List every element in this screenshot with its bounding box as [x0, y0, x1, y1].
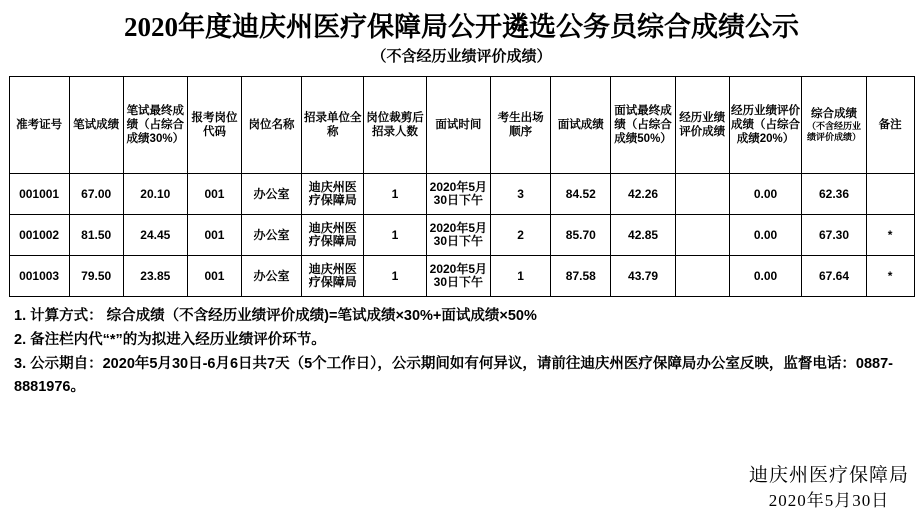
cell-unit: 迪庆州医疗保障局 — [302, 256, 364, 297]
cell-headcount: 1 — [364, 256, 426, 297]
cell-total-score: 67.64 — [802, 256, 866, 297]
cell-post-code: 001 — [187, 256, 241, 297]
cell-experience-final: 0.00 — [729, 174, 802, 215]
table-header-cell-experience-final: 经历业绩评价成绩（占综合成绩20%） — [729, 77, 802, 174]
table-header-cell-written-final: 笔试最终成绩（占综合成绩30%） — [123, 77, 187, 174]
cell-post-code: 001 — [187, 174, 241, 215]
table-header-cell-interview-final: 面试最终成绩（占综合成绩50%） — [611, 77, 675, 174]
note-publicity-period: 3. 公示期自：2020年5月30日-6月6日共7天（5个工作日），公示期间如有何异议，请前往迪庆州医疗保障局办公室反映，监督电话：0887-8881976。 — [14, 356, 893, 395]
table-header-cell-post-code: 报考岗位代码 — [187, 77, 241, 174]
cell-written-score: 79.50 — [69, 256, 123, 297]
table-header-cell-written-score: 笔试成绩 — [69, 77, 123, 174]
signature-block — [749, 463, 909, 513]
cell-interview-score: 85.70 — [551, 215, 611, 256]
cell-admission-no: 001002 — [9, 215, 69, 256]
cell-experience-score — [675, 174, 729, 215]
total-score-sub-note: （不含经历业绩评价成绩） — [806, 121, 861, 142]
cell-interview-time: 2020年5月30日下午 — [426, 174, 490, 215]
cell-interview-time: 2020年5月30日下午 — [426, 215, 490, 256]
cell-interview-score: 87.58 — [551, 256, 611, 297]
cell-headcount: 1 — [364, 174, 426, 215]
cell-post-name: 办公室 — [241, 174, 301, 215]
table-header-cell-experience-score: 经历业绩评价成绩 — [675, 77, 729, 174]
cell-experience-score — [675, 215, 729, 256]
cell-remark: * — [866, 215, 914, 256]
table-header-cell-interview-time: 面试时间 — [426, 77, 490, 174]
table-header-cell-admission-no: 准考证号 — [9, 77, 69, 174]
table-header-cell-post-name: 岗位名称 — [241, 77, 301, 174]
cell-experience-final: 0.00 — [729, 256, 802, 297]
signature-date: 2020年5月30日 — [768, 491, 890, 510]
cell-order: 1 — [491, 256, 551, 297]
table-row — [9, 174, 914, 215]
page-subtitle: （不含经历业绩评价成绩） — [371, 49, 552, 65]
cell-interview-score: 84.52 — [551, 174, 611, 215]
cell-post-code: 001 — [187, 215, 241, 256]
cell-experience-score — [675, 256, 729, 297]
cell-interview-time: 2020年5月30日下午 — [426, 256, 490, 297]
cell-admission-no: 001001 — [9, 174, 69, 215]
page-title: 2020年度迪庆州医疗保障局公开遴选公务员综合成绩公示 — [124, 12, 799, 42]
table-header-row — [9, 77, 914, 174]
cell-written-score: 81.50 — [69, 215, 123, 256]
cell-unit: 迪庆州医疗保障局 — [302, 215, 364, 256]
table-header-cell-remark: 备注 — [866, 77, 914, 174]
cell-unit: 迪庆州医疗保障局 — [302, 174, 364, 215]
cell-order: 2 — [491, 215, 551, 256]
table-header-cell-headcount: 岗位裁剪后招录人数 — [364, 77, 426, 174]
cell-interview-final: 42.85 — [611, 215, 675, 256]
cell-remark: * — [866, 256, 914, 297]
cell-total-score: 67.30 — [802, 215, 866, 256]
cell-written-final: 24.45 — [123, 215, 187, 256]
cell-written-score: 67.00 — [69, 174, 123, 215]
cell-experience-final: 0.00 — [729, 215, 802, 256]
cell-remark — [866, 174, 914, 215]
note-remark-meaning: 2. 备注栏内代“*”的为拟进入经历业绩评价环节。 — [14, 332, 326, 348]
cell-order: 3 — [491, 174, 551, 215]
results-table — [9, 76, 915, 297]
total-score-label: 综合成绩 — [810, 108, 857, 120]
cell-post-name: 办公室 — [241, 215, 301, 256]
signature-organization: 迪庆州医疗保障局 — [748, 465, 909, 486]
cell-written-final: 23.85 — [123, 256, 187, 297]
table-header-cell-total-score — [802, 77, 866, 174]
cell-total-score: 62.36 — [802, 174, 866, 215]
note-calculation-method: 1. 计算方式： 综合成绩（不含经历业绩评价成绩)=笔试成绩×30%+面试成绩×50% — [14, 308, 537, 324]
table-header-cell-order: 考生出场顺序 — [491, 77, 551, 174]
cell-post-name: 办公室 — [241, 256, 301, 297]
table-header-cell-interview-score: 面试成绩 — [551, 77, 611, 174]
table-row — [9, 256, 914, 297]
cell-interview-final: 42.26 — [611, 174, 675, 215]
cell-admission-no: 001003 — [9, 256, 69, 297]
cell-interview-final: 43.79 — [611, 256, 675, 297]
cell-headcount: 1 — [364, 215, 426, 256]
table-row — [9, 215, 914, 256]
table-header-cell-unit: 招录单位全称 — [302, 77, 364, 174]
cell-written-final: 20.10 — [123, 174, 187, 215]
notes-section — [14, 305, 911, 399]
